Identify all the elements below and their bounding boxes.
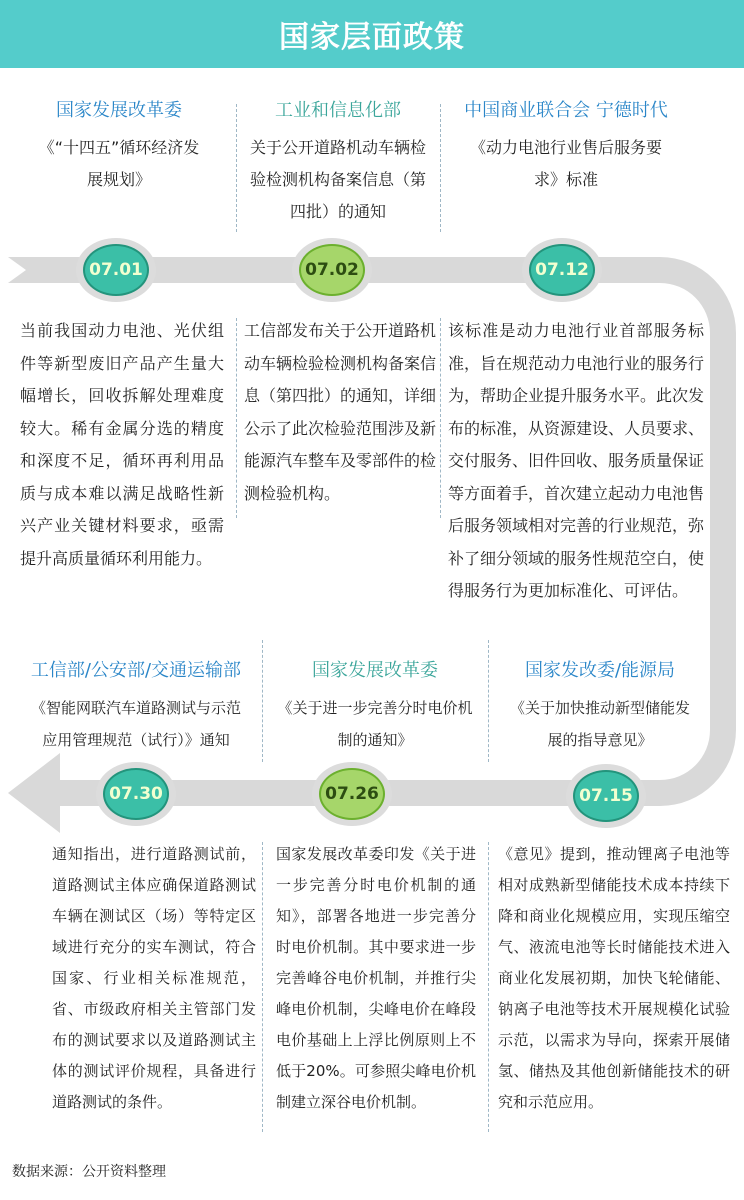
document-title-line: 展的指导意见》	[547, 731, 653, 749]
event-description-0730: 通知指出，进行道路测试前，道路测试主体应确保道路测试车辆在测试区（场）等特定区域进行充分的实车测试，符合国家、行业相关标准规范，省、市级政府相关主管部门发布的测试要求以及道路测试主体的测试评价规程，具备进行道路测试的条件。	[52, 845, 256, 1111]
document-title-line: 《“十四五”循环经济发	[38, 138, 200, 157]
issuing-org: 国家发展改革委	[56, 100, 182, 121]
document-title-line: 《关于进一步完善分时电价机	[277, 699, 473, 717]
event-description-0715: 《意见》提到，推动锂离子电池等相对成熟新型储能技术成本持续下降和商业化规模应用，实现压缩空气、液流电池等长时储能技术进入商业化发展初期，加快飞轮储能、钠离子电池等技术开展规模化试验示范，以需求为导向，探索开展储氢、储热及其他创新储能技术的研究和示范应用。	[498, 845, 730, 1111]
event-description-0726: 国家发展改革委印发《关于进一步完善分时电价机制的通知》，部署各地进一步完善分时电价机制。其中要求进一步完善峰谷电价机制，并推行尖峰电价机制，尖峰电价在峰段电价基础上上浮比例原则上不低于20%。可参照尖峰电价机制建立深谷电价机制。	[276, 845, 476, 1111]
date-label: 07.26	[319, 768, 385, 820]
issuing-org: 工业和信息化部	[275, 100, 401, 121]
issuing-org: 工信部/公安部/交通运输部	[30, 660, 242, 681]
divider	[236, 318, 237, 518]
date-label: 07.02	[299, 244, 365, 296]
divider	[236, 104, 237, 232]
date-node-0702	[292, 238, 372, 302]
event-header-0701	[14, 98, 224, 196]
event-description-0702: 工信部发布关于公开道路机动车辆检验检测机构备案信息（第四批）的通知，详细公示了此次检验范围涉及新能源汽车整车及零部件的检测检验机构。	[244, 321, 437, 503]
document-title-line: 求》标准	[533, 170, 598, 189]
divider	[262, 640, 263, 762]
event-description-0701: 当前我国动力电池、光伏组件等新型废旧产品产生量大幅增长，回收拆解处理难度较大。稀有金属分选的精度和深度不足，循环再利用品质与成本难以满足战略性新兴产业关键材料要求，亟需提升高质量循环利用能力。	[20, 321, 224, 568]
date-node-0712	[522, 238, 602, 302]
divider	[440, 104, 441, 232]
event-description-0712: 该标准是动力电池行业首部服务标准，旨在规范动力电池行业的服务行为，帮助企业提升服务水平。此次发布的标准，从资源建设、人员要求、交付服务、旧件回收、服务质量保证等方面着手，首次建立起动力电池售后服务领域相对完善的行业规范，弥补了细分领域的服务性规范空白，使得服务行为更加标准化、可评估。	[448, 321, 705, 600]
document-title-line: 四批）的通知	[289, 202, 386, 221]
date-node-0730	[96, 762, 176, 826]
data-source-note: 数据来源：公开资料整理	[12, 1164, 166, 1180]
issuing-org: 国家发改委/能源局	[524, 660, 676, 681]
document-title-line: 验检测机构备案信息（第	[249, 170, 426, 189]
document-title-line: 应用管理规范（试行）》通知	[42, 731, 230, 749]
divider	[488, 842, 489, 1132]
event-header-0730	[14, 658, 258, 756]
date-label: 07.15	[573, 770, 639, 822]
divider	[262, 842, 263, 1132]
document-title-line: 《动力电池行业售后服务要	[469, 138, 662, 157]
date-label: 07.30	[103, 768, 169, 820]
event-header-0726	[264, 658, 486, 756]
date-node-0715	[566, 764, 646, 828]
date-label: 07.12	[529, 244, 595, 296]
document-title-line: 制的通知》	[337, 731, 413, 749]
divider	[440, 318, 441, 518]
date-node-0726	[312, 762, 392, 826]
divider	[488, 640, 489, 762]
date-label: 07.01	[83, 244, 149, 296]
document-title-line: 展规划》	[86, 170, 151, 189]
page-title: 国家层面政策	[279, 20, 465, 55]
issuing-org: 国家发展改革委	[312, 660, 438, 681]
event-header-0712	[446, 98, 686, 196]
issuing-org: 中国商业联合会 宁德时代	[464, 100, 668, 121]
document-title-line: 关于公开道路机动车辆检	[249, 138, 426, 157]
document-title-line: 《智能网联汽车道路测试与示范	[30, 699, 241, 717]
document-title-line: 《关于加快推动新型储能发	[509, 699, 690, 717]
event-header-0702	[238, 98, 438, 228]
event-header-0715	[490, 658, 710, 756]
date-node-0701	[76, 238, 156, 302]
